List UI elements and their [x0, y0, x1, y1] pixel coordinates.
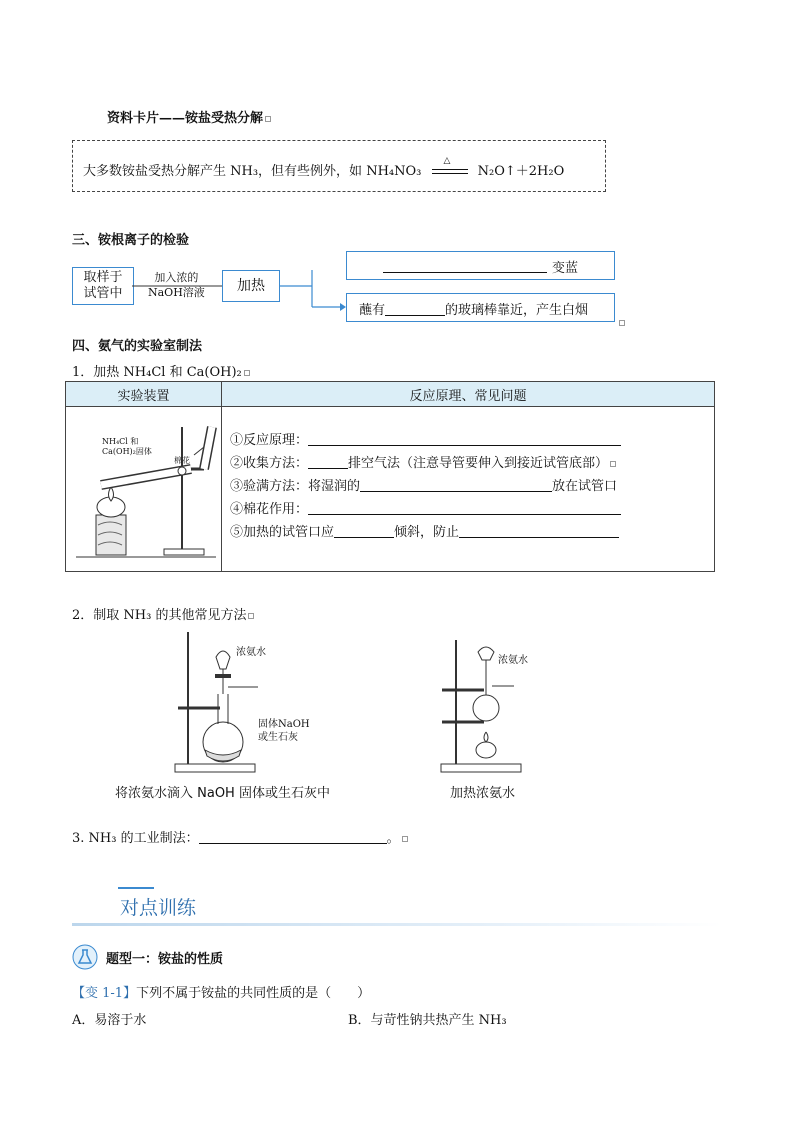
item2: 2．制取 NH₃ 的其他常见方法 [72, 604, 254, 623]
paragraph-mark-icon [610, 461, 616, 467]
header-accent-line [118, 887, 154, 889]
question-line: ④棉花作用： [230, 498, 714, 521]
flow-arrow-label: 加入浓的 NaOH溶液 [148, 271, 205, 299]
figure-label: 棉花 [174, 456, 190, 465]
figure-label: 浓氨水 [498, 655, 528, 666]
card-title: 资料卡片——铵盐受热分解 [107, 107, 271, 126]
flask-icon [72, 944, 98, 970]
flow-box-sample: 取样于 试管中 [72, 267, 134, 305]
flow-box-heat: 加热 [222, 270, 280, 302]
item1: 1．加热 NH₄Cl 和 Ca(OH)₂ [72, 361, 250, 380]
questions-cell [222, 407, 715, 572]
table-header: 反应原理、常见问题 [222, 382, 715, 407]
nh3-apparatus-figure [66, 407, 221, 571]
header-divider [72, 923, 722, 926]
experiment-table [65, 381, 715, 572]
question-line: ①反应原理： [230, 429, 714, 452]
question: 【变 1-1】下列不属于铵盐的共同性质的是（ ） [72, 986, 371, 1001]
paragraph-mark-icon [244, 370, 250, 376]
paragraph-mark-icon [402, 836, 408, 842]
type-title: 题型一：铵盐的性质 [106, 952, 224, 967]
figure-caption: 将浓氨水滴入 NaOH 固体或生石灰中 [115, 786, 330, 801]
apparatus-cell [66, 407, 222, 572]
question-line: ②收集方法： 排空气法（注意导管要伸入到接近试管底部） [230, 452, 714, 475]
question-line: ③验满方法：将湿润的 放在试管口 [230, 479, 618, 494]
option-a: A．易溶于水 [72, 1013, 147, 1028]
paragraph-mark-icon [619, 320, 625, 326]
question-line: ⑤加热的试管口应 倾斜，防止 [230, 521, 714, 544]
table-header: 实验装置 [66, 382, 222, 407]
heat-equals-icon: △ [432, 166, 468, 178]
section3-heading: 三、铵根离子的检验 [72, 233, 190, 248]
figure-label: NH₄Cl 和 Ca(OH)₂固体 [102, 437, 152, 456]
flow-box-result1: 变蓝 [346, 251, 615, 280]
option-b: B．与苛性钠共热产生 NH₃ [348, 1013, 507, 1028]
card-text: 大多数铵盐受热分解产生 NH₃，但有些例外，如 NH₄NO₃ △ N₂O↑＋2H₂O [83, 155, 565, 179]
section4-heading: 四、氨气的实验室制法 [72, 339, 203, 354]
figure-caption: 加热浓氨水 [450, 786, 516, 801]
figure-label: 浓氨水 [236, 647, 266, 658]
item3: 3. NH₃ 的工业制法： 。 [72, 827, 408, 846]
paragraph-mark-icon [265, 116, 271, 122]
figure-label: 固体NaOH 或生石灰 [258, 719, 310, 743]
paragraph-mark-icon [248, 613, 254, 619]
flow-box-result2: 蘸有 的玻璃棒靠近，产生白烟 [346, 293, 615, 322]
training-header: 对点训练 [120, 897, 197, 919]
